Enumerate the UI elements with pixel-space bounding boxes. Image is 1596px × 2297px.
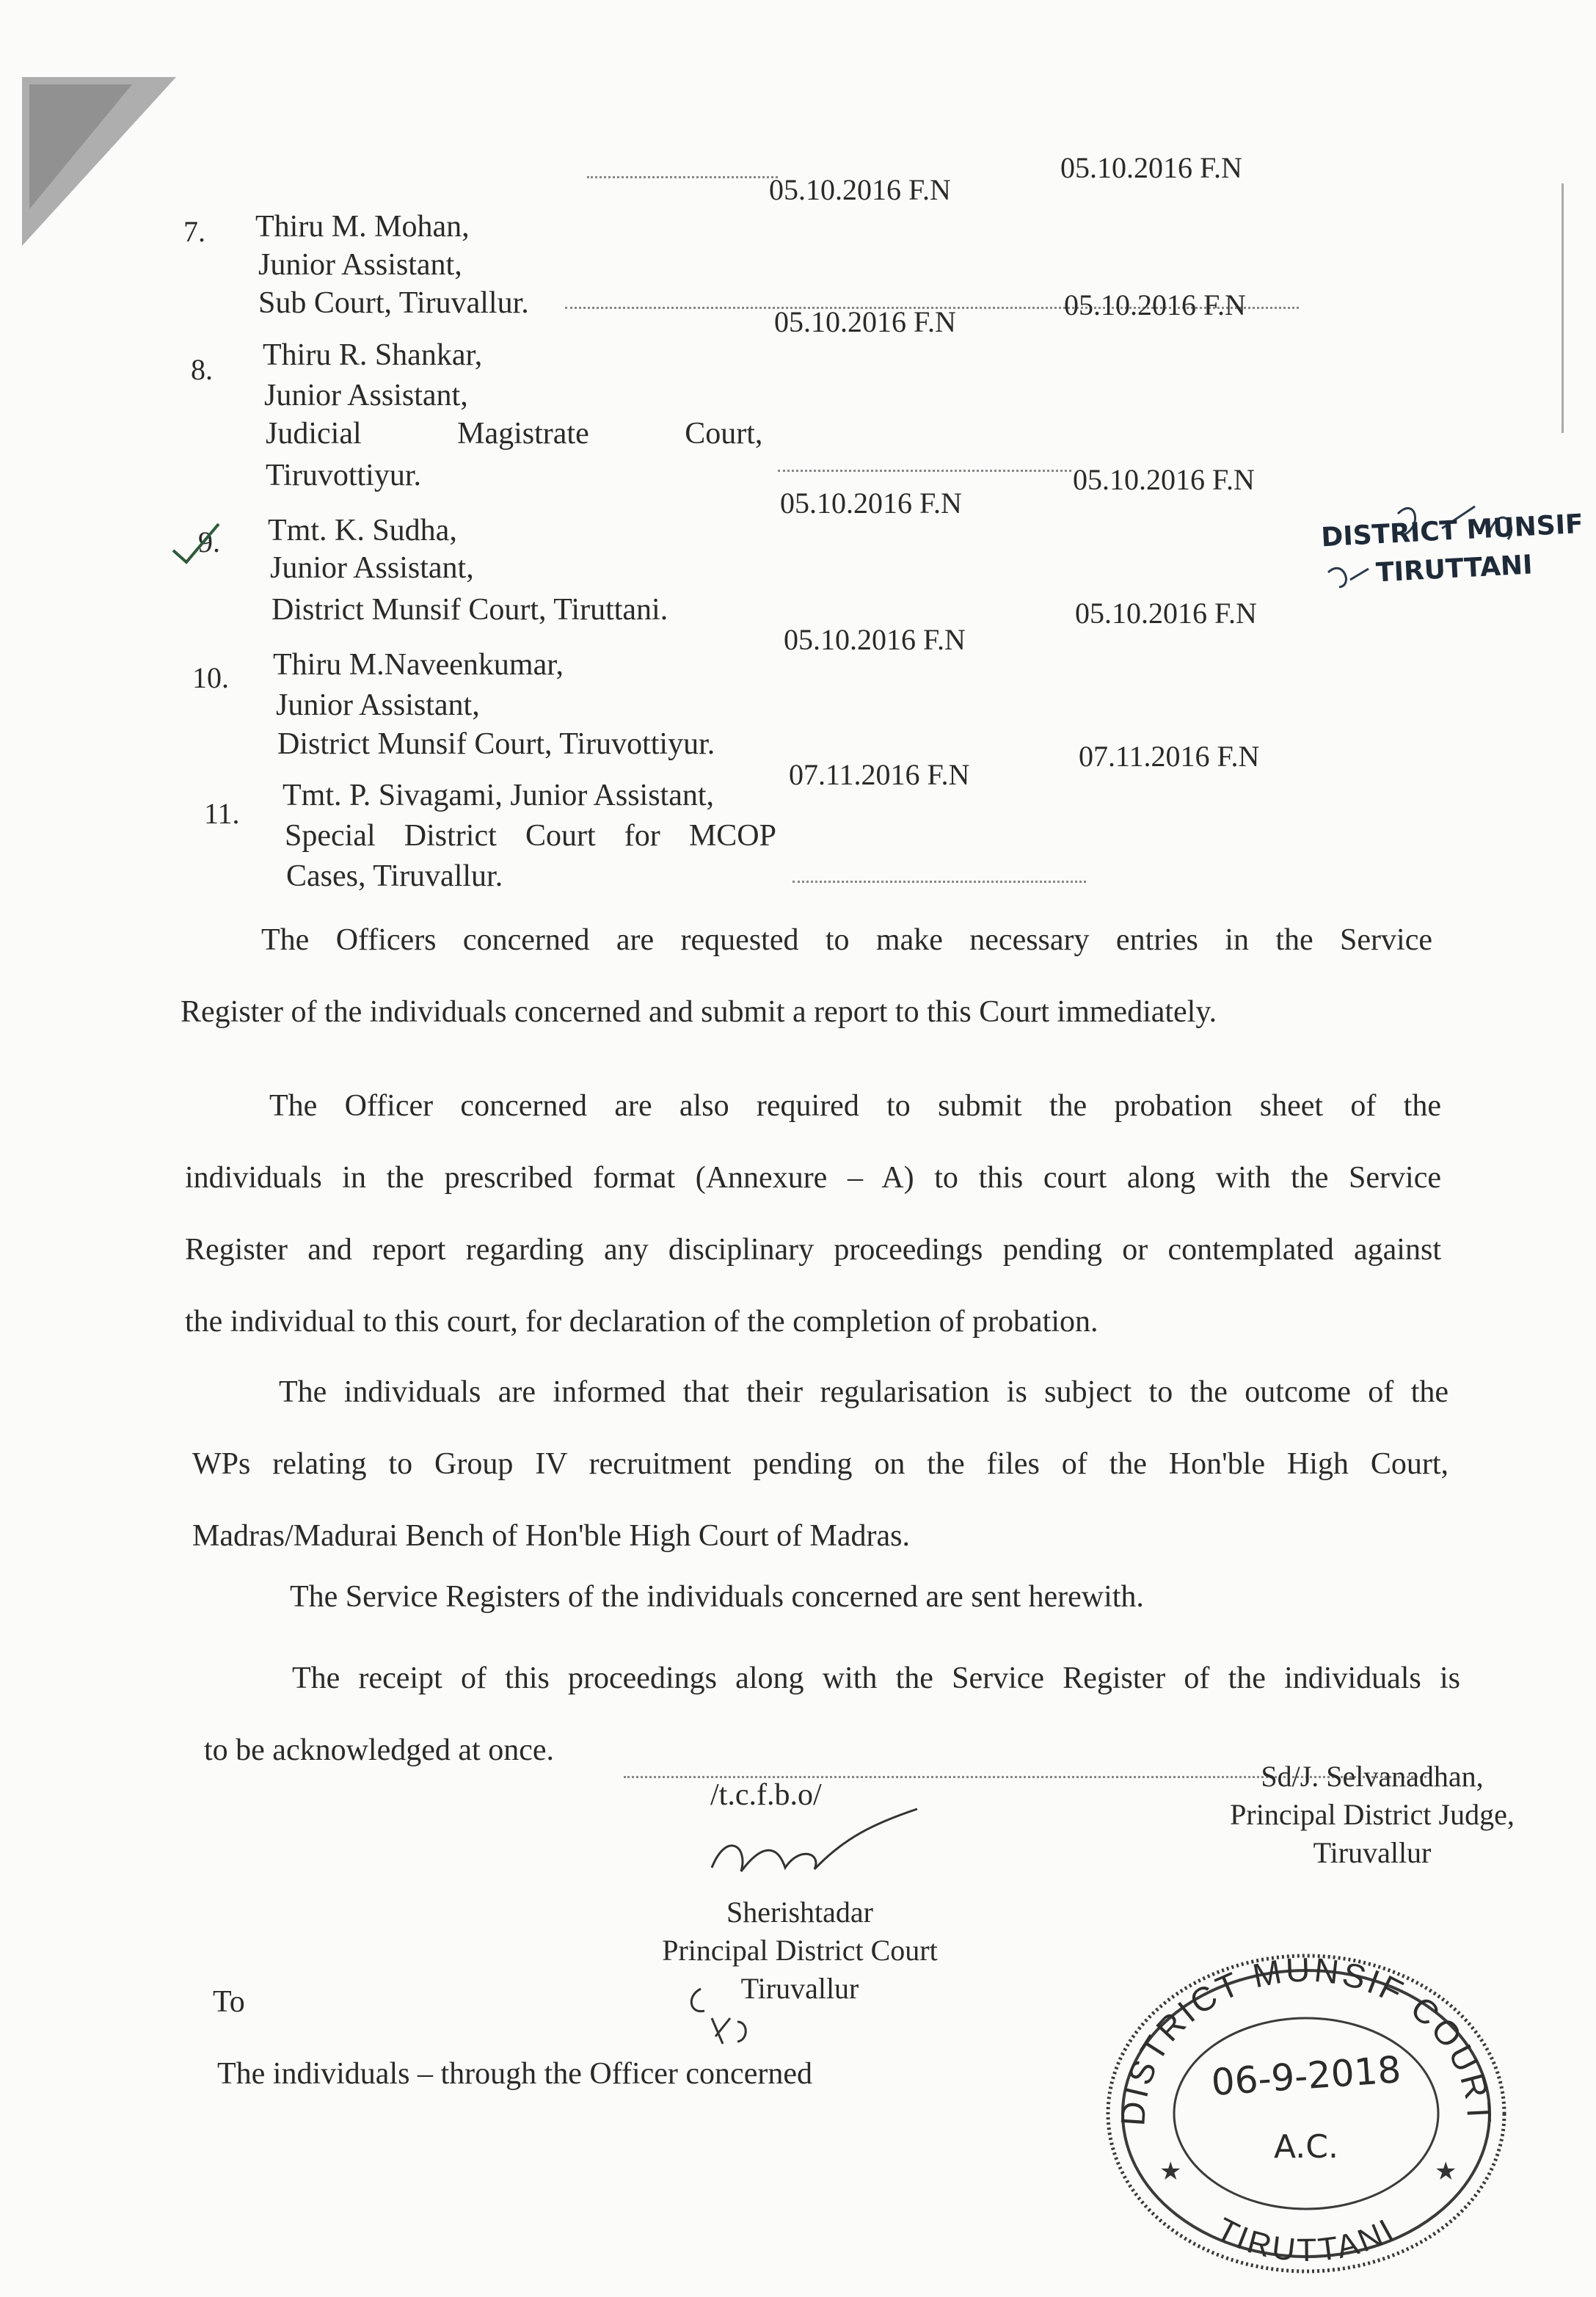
scan-corner-artifact xyxy=(22,77,176,246)
entry-date-2: 05.10.2016 F.N xyxy=(1073,463,1255,496)
entry-date-2: 07.11.2016 F.N xyxy=(1079,740,1260,773)
entry-date-1: 05.10.2016 F.N xyxy=(780,487,962,520)
signatory-designation: Principal District Judge, xyxy=(1230,1798,1515,1831)
to-recipients: The individuals – through the Officer concerned xyxy=(217,2057,812,2091)
paragraph-line: the individual to this court, for declaration of the completion of probation. xyxy=(185,1305,1098,1339)
entry-name: Tmt. K. Sudha, xyxy=(268,514,457,547)
paragraph-regularisation xyxy=(192,1356,1449,1572)
entry-number: 8. xyxy=(191,353,213,386)
entry-designation: Junior Assistant, xyxy=(270,551,474,585)
seal-top-text: DISTRICT MUNSIF COURT xyxy=(1113,1950,1499,2127)
entry-court: Special District Court for MCOP xyxy=(285,819,776,853)
to-label: To xyxy=(213,1985,245,2019)
entry-date-2: 05.10.2016 F.N xyxy=(1064,288,1246,321)
paragraph-line: individuals in the prescribed format (Annexure – A) to this court along with the Service xyxy=(185,1161,1441,1195)
entry-court-line-2: Cases, Tiruvallur. xyxy=(286,859,503,893)
paragraph-line: The individuals are informed that their regularisation is subject to the outcome of the xyxy=(279,1375,1449,1409)
separator xyxy=(778,470,1071,472)
paragraph-service-registers: The Service Registers of the individuals concerned are sent herewith. xyxy=(290,1580,1144,1614)
entry-date-2: 05.10.2016 F.N xyxy=(1060,151,1242,184)
entry-court: District Munsif Court, Tiruvottiyur. xyxy=(277,727,715,761)
entry-name: Thiru M. Mohan, xyxy=(255,210,470,244)
seal-initials: A.C. xyxy=(1273,2128,1339,2166)
entry-date-1: 05.10.2016 F.N xyxy=(784,623,966,656)
paragraph-probation xyxy=(185,1070,1441,1358)
entry-name: Thiru R. Shankar, xyxy=(263,338,483,372)
paragraph-entries xyxy=(181,904,1432,1048)
paragraph-line: Madras/Madurai Bench of Hon'ble High Court of Madras. xyxy=(192,1519,911,1553)
seal-bottom-text: TIRUTTANI xyxy=(1210,2210,1402,2269)
copy-office: Principal District Court xyxy=(662,1934,938,1967)
signatory-name: Sd/J. Selvanadhan, xyxy=(1261,1760,1484,1793)
seal-graphic xyxy=(1093,1930,1519,2275)
paragraph-line: Register and report regarding any disciplinary proceedings pending or contemplated against xyxy=(185,1233,1441,1267)
paragraph-line: to be acknowledged at once. xyxy=(204,1733,554,1767)
entry-date-1: 05.10.2016 F.N xyxy=(769,173,951,206)
seal-date: 06-9-2018 xyxy=(1209,2048,1403,2104)
entry-number: 7. xyxy=(183,215,205,248)
paragraph-line: The Officers concerned are requested to make necessary entries in the Service xyxy=(261,923,1432,957)
star-icon: ★ xyxy=(1435,2158,1457,2185)
paragraph-line: Register of the individuals concerned and submit a report to this Court immediately. xyxy=(181,995,1217,1029)
entry-court: Sub Court, Tiruvallur. xyxy=(258,286,529,320)
stamp-line-1: DISTRICT MUNSIF xyxy=(1320,509,1584,553)
stamp-line-2: TIRUTTANI xyxy=(1375,550,1534,589)
copy-place: Tiruvallur xyxy=(740,1972,859,2005)
entry-designation: Junior Assistant, xyxy=(258,248,462,282)
entry-number: 11. xyxy=(204,797,240,830)
paragraph-line: The receipt of this proceedings along with the Service Register of the individuals is xyxy=(292,1661,1460,1695)
separator xyxy=(792,881,1086,883)
tcfbo-label: /t.c.f.b.o/ xyxy=(710,1778,822,1812)
entry-court: District Munsif Court, Tiruttani. xyxy=(272,593,668,627)
scan-edge-line xyxy=(1562,183,1564,433)
entry-court: Judicial Magistrate Court, xyxy=(266,417,763,451)
entry-name: Thiru M.Naveenkumar, xyxy=(273,648,564,682)
entry-court-line-2: Tiruvottiyur. xyxy=(266,459,422,492)
entry-number: 9. xyxy=(198,525,220,558)
paragraph-line: WPs relating to Group IV recruitment pending on the files of the Hon'ble High Court, xyxy=(192,1447,1449,1481)
separator xyxy=(587,176,778,178)
star-icon: ★ xyxy=(1159,2158,1182,2185)
initial-mark xyxy=(686,1981,759,2047)
signatory-block xyxy=(1211,1758,1534,1872)
entry-date-2: 05.10.2016 F.N xyxy=(1075,597,1257,630)
entry-date-1: 07.11.2016 F.N xyxy=(789,758,970,791)
entry-date-1: 05.10.2016 F.N xyxy=(774,305,956,338)
entry-designation: Junior Assistant, xyxy=(264,379,468,412)
signatory-place: Tiruvallur xyxy=(1313,1836,1432,1869)
copy-designation: Sherishtadar xyxy=(726,1896,873,1929)
paragraph-line: The Officer concerned are also required to submit the probation sheet of the xyxy=(269,1089,1441,1123)
svg-text:TIRUTTANI xyxy=(1211,2211,1402,2268)
entry-number: 10. xyxy=(192,661,229,694)
sherishtadar-signature xyxy=(704,1802,925,1897)
entry-name: Tmt. P. Sivagami, Junior Assistant, xyxy=(283,779,715,812)
received-stamp xyxy=(1313,499,1592,609)
court-seal xyxy=(1093,1930,1519,2297)
tick-mark-icon xyxy=(170,521,222,565)
entry-designation: Junior Assistant, xyxy=(276,688,480,722)
